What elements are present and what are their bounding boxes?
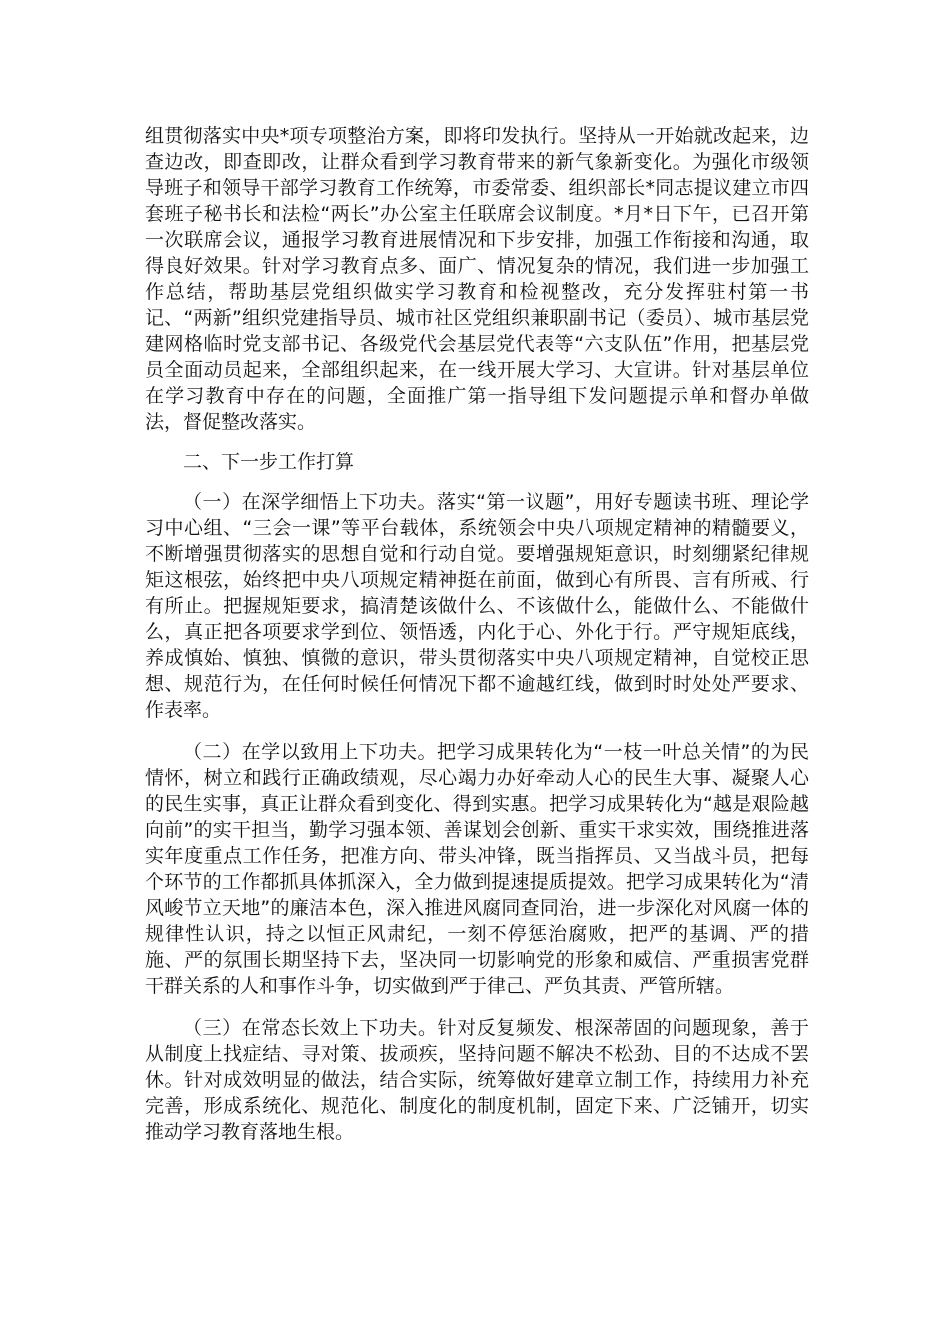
paragraph-continuation: 组贯彻落实中央*项专项整治方案，即将印发执行。坚持从一开始就改起来，边查边改，即查即改，让群众看到学习教育带来的新气象新变化。为强化市级领导班子和领导干部学习教育工作统筹，市委常委、组织部长*同志提议建立市四套班子秘书长和法检“两长”办公室主任联席会议制度。*月*日下午，已召开第一次联席会议，通报学习教育进展情况和下步安排，加强工作衔接和沟通，取得良好效果。针对学习教育点多、面广、情况复杂的情况，我们进一步加强工作总结，帮助基层党组织做实学习教育和检视整改，充分发挥驻村第一书记、“两新”组织党建指导员、城市社区党组织兼职副书记（委员）、城市基层党建网格临时党支部书记、各级党代会基层党代表等“六支队伍”作用，把基层党员全面动员起来，全部组织起来，在一线开展大学习、大宣讲。针对基层单位在学习教育中存在的问题，全面推广第一指导组下发问题提示单和督办单做法，督促整改落实。 bbox=[145, 125, 809, 433]
paragraph-item-1: （一）在深学细悟上下功夫。落实“第一议题”，用好专题读书班、理论学习中心组、“三会一课”等平台载体，系统领会中央八项规定精神的精髓要义，不断增强贯彻落实的思想自觉和行动自觉。要增强规矩意识，时刻绷紧纪律规矩这根弦，始终把中央八项规定精神挺在前面，做到心有所畏、言有所戒、行有所止。把握规矩要求，搞清楚该做什么、不该做什么，能做什么、不能做什么，真正把各项要求学到位、领悟透，内化于心、外化于行。严守规矩底线，养成慎始、慎独、慎微的意识，带头贯彻落实中央八项规定精神，自觉校正思想、规范行为，在任何时候任何情况下都不逾越红线，做到时时处处严要求、作表率。 bbox=[145, 491, 809, 721]
section-heading: 二、下一步工作打算 bbox=[183, 451, 355, 473]
document-page bbox=[145, 123, 809, 1145]
paragraph-item-2: （二）在学以致用上下功夫。把学习成果转化为“一枝一叶总关情”的为民情怀，树立和践行正确政绩观，尽心竭力办好牵动人心的民生大事、凝聚人心的民生实事，真正让群众看到变化、得到实惠。把学习成果转化为“越是艰险越向前”的实干担当，勤学习强本领、善谋划会创新、重实干求实效，围绕推进落实年度重点工作任务，把准方向、带头冲锋，既当指挥员、又当战斗员，把每个环节的工作都抓具体抓深入，全力做到提速提质提效。把学习成果转化为“清风峻节立天地”的廉洁本色，深入推进风腐同查同治，进一步深化对风腐一体的规律性认识，持之以恒正风肃纪，一刻不停惩治腐败，把严的基调、严的措施、严的氛围长期坚持下去，坚决同一切影响党的形象和威信、严重损害党群干群关系的人和事作斗争，切实做到严于律己、严负其责、严管所辖。 bbox=[145, 741, 809, 997]
paragraph-item-3: （三）在常态长效上下功夫。针对反复频发、根深蒂固的问题现象，善于从制度上找症结、寻对策、拔顽疾，坚持问题不解决不松劲、目的不达成不罢休。针对成效明显的做法，结合实际，统筹做好建章立制工作，持续用力补充完善，形成系统化、规范化、制度化的制度机制，固定下来、广泛铺开，切实推动学习教育落地生根。 bbox=[145, 1017, 809, 1143]
